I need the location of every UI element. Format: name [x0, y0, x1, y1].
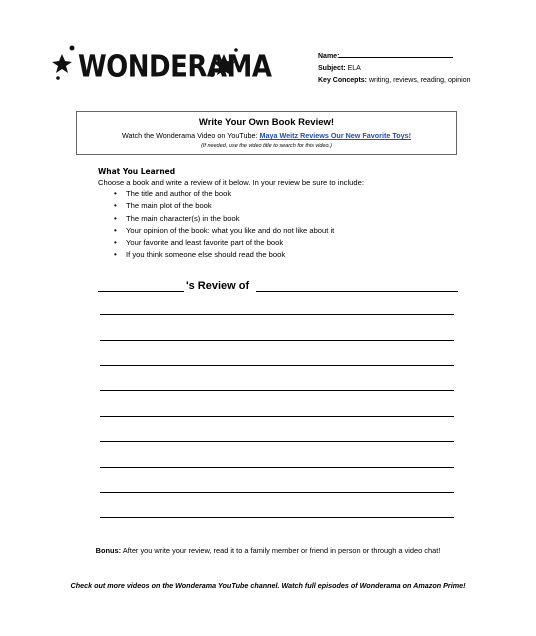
video-link[interactable]: Maya Weitz Reviews Our New Favorite Toys! [259, 131, 411, 140]
writing-line[interactable] [100, 365, 454, 366]
list-item: • The title and author of the book [98, 188, 478, 200]
concepts-row [318, 75, 471, 87]
section-intro: Choose a book and write a review of it below. In your review be sure to include: [98, 178, 364, 187]
writing-line[interactable] [100, 340, 454, 341]
writing-line[interactable] [100, 390, 454, 391]
subject-value: ELA [347, 65, 361, 72]
what-you-learned-section [98, 167, 478, 262]
wonderama-logo [52, 40, 272, 88]
page-title: Write Your Own Book Review! [198, 117, 335, 128]
writing-line[interactable] [100, 314, 454, 315]
reviewer-name-blank[interactable] [98, 291, 184, 292]
list-item: • Your favorite and least favorite part of the book [98, 237, 478, 249]
watch-prefix: Watch the Wonderama Video on YouTube: [122, 131, 258, 140]
watch-line [77, 131, 456, 140]
book-title-blank[interactable] [256, 291, 458, 292]
list-item: • Your opinion of the book: what you like and do not like about it [98, 225, 478, 237]
name-label: Name: [318, 53, 340, 60]
bonus-note [0, 546, 536, 555]
writing-line[interactable] [100, 467, 454, 468]
list-item: • The main plot of the book [98, 200, 478, 212]
list-item: • If you think someone else should read the book [98, 249, 478, 261]
writing-line[interactable] [100, 441, 454, 442]
review-title-text: 's Review of [186, 280, 250, 292]
concepts-label: Key Concepts: [318, 77, 368, 84]
subject-row [318, 63, 471, 75]
worksheet-meta [318, 51, 471, 87]
concepts-value: writing, reviews, reading, opinion [368, 77, 471, 84]
requirements-list [98, 188, 478, 262]
section-heading: What You Learned [98, 167, 176, 176]
footer-note: Check out more videos on the Wonderama YouTube channel. Watch full episodes of Wonderama on Amazon Prime! [70, 581, 466, 590]
list-item: • The main character(s) in the book [98, 213, 478, 225]
writing-line[interactable] [100, 517, 454, 518]
header-box [76, 111, 457, 155]
search-note: (If needed, use the video title to search for this video.) [201, 143, 332, 149]
name-field[interactable] [339, 51, 453, 58]
writing-line[interactable] [100, 492, 454, 493]
bonus-label: Bonus: [95, 546, 122, 555]
bonus-text: After you write your review, read it to a family member or friend in person or through a video chat! [122, 546, 441, 555]
subject-label: Subject: [318, 65, 346, 72]
writing-line[interactable] [100, 416, 454, 417]
name-row [318, 51, 471, 63]
review-title-row [98, 280, 460, 294]
logo-text: WONDERAMA [78, 50, 272, 85]
